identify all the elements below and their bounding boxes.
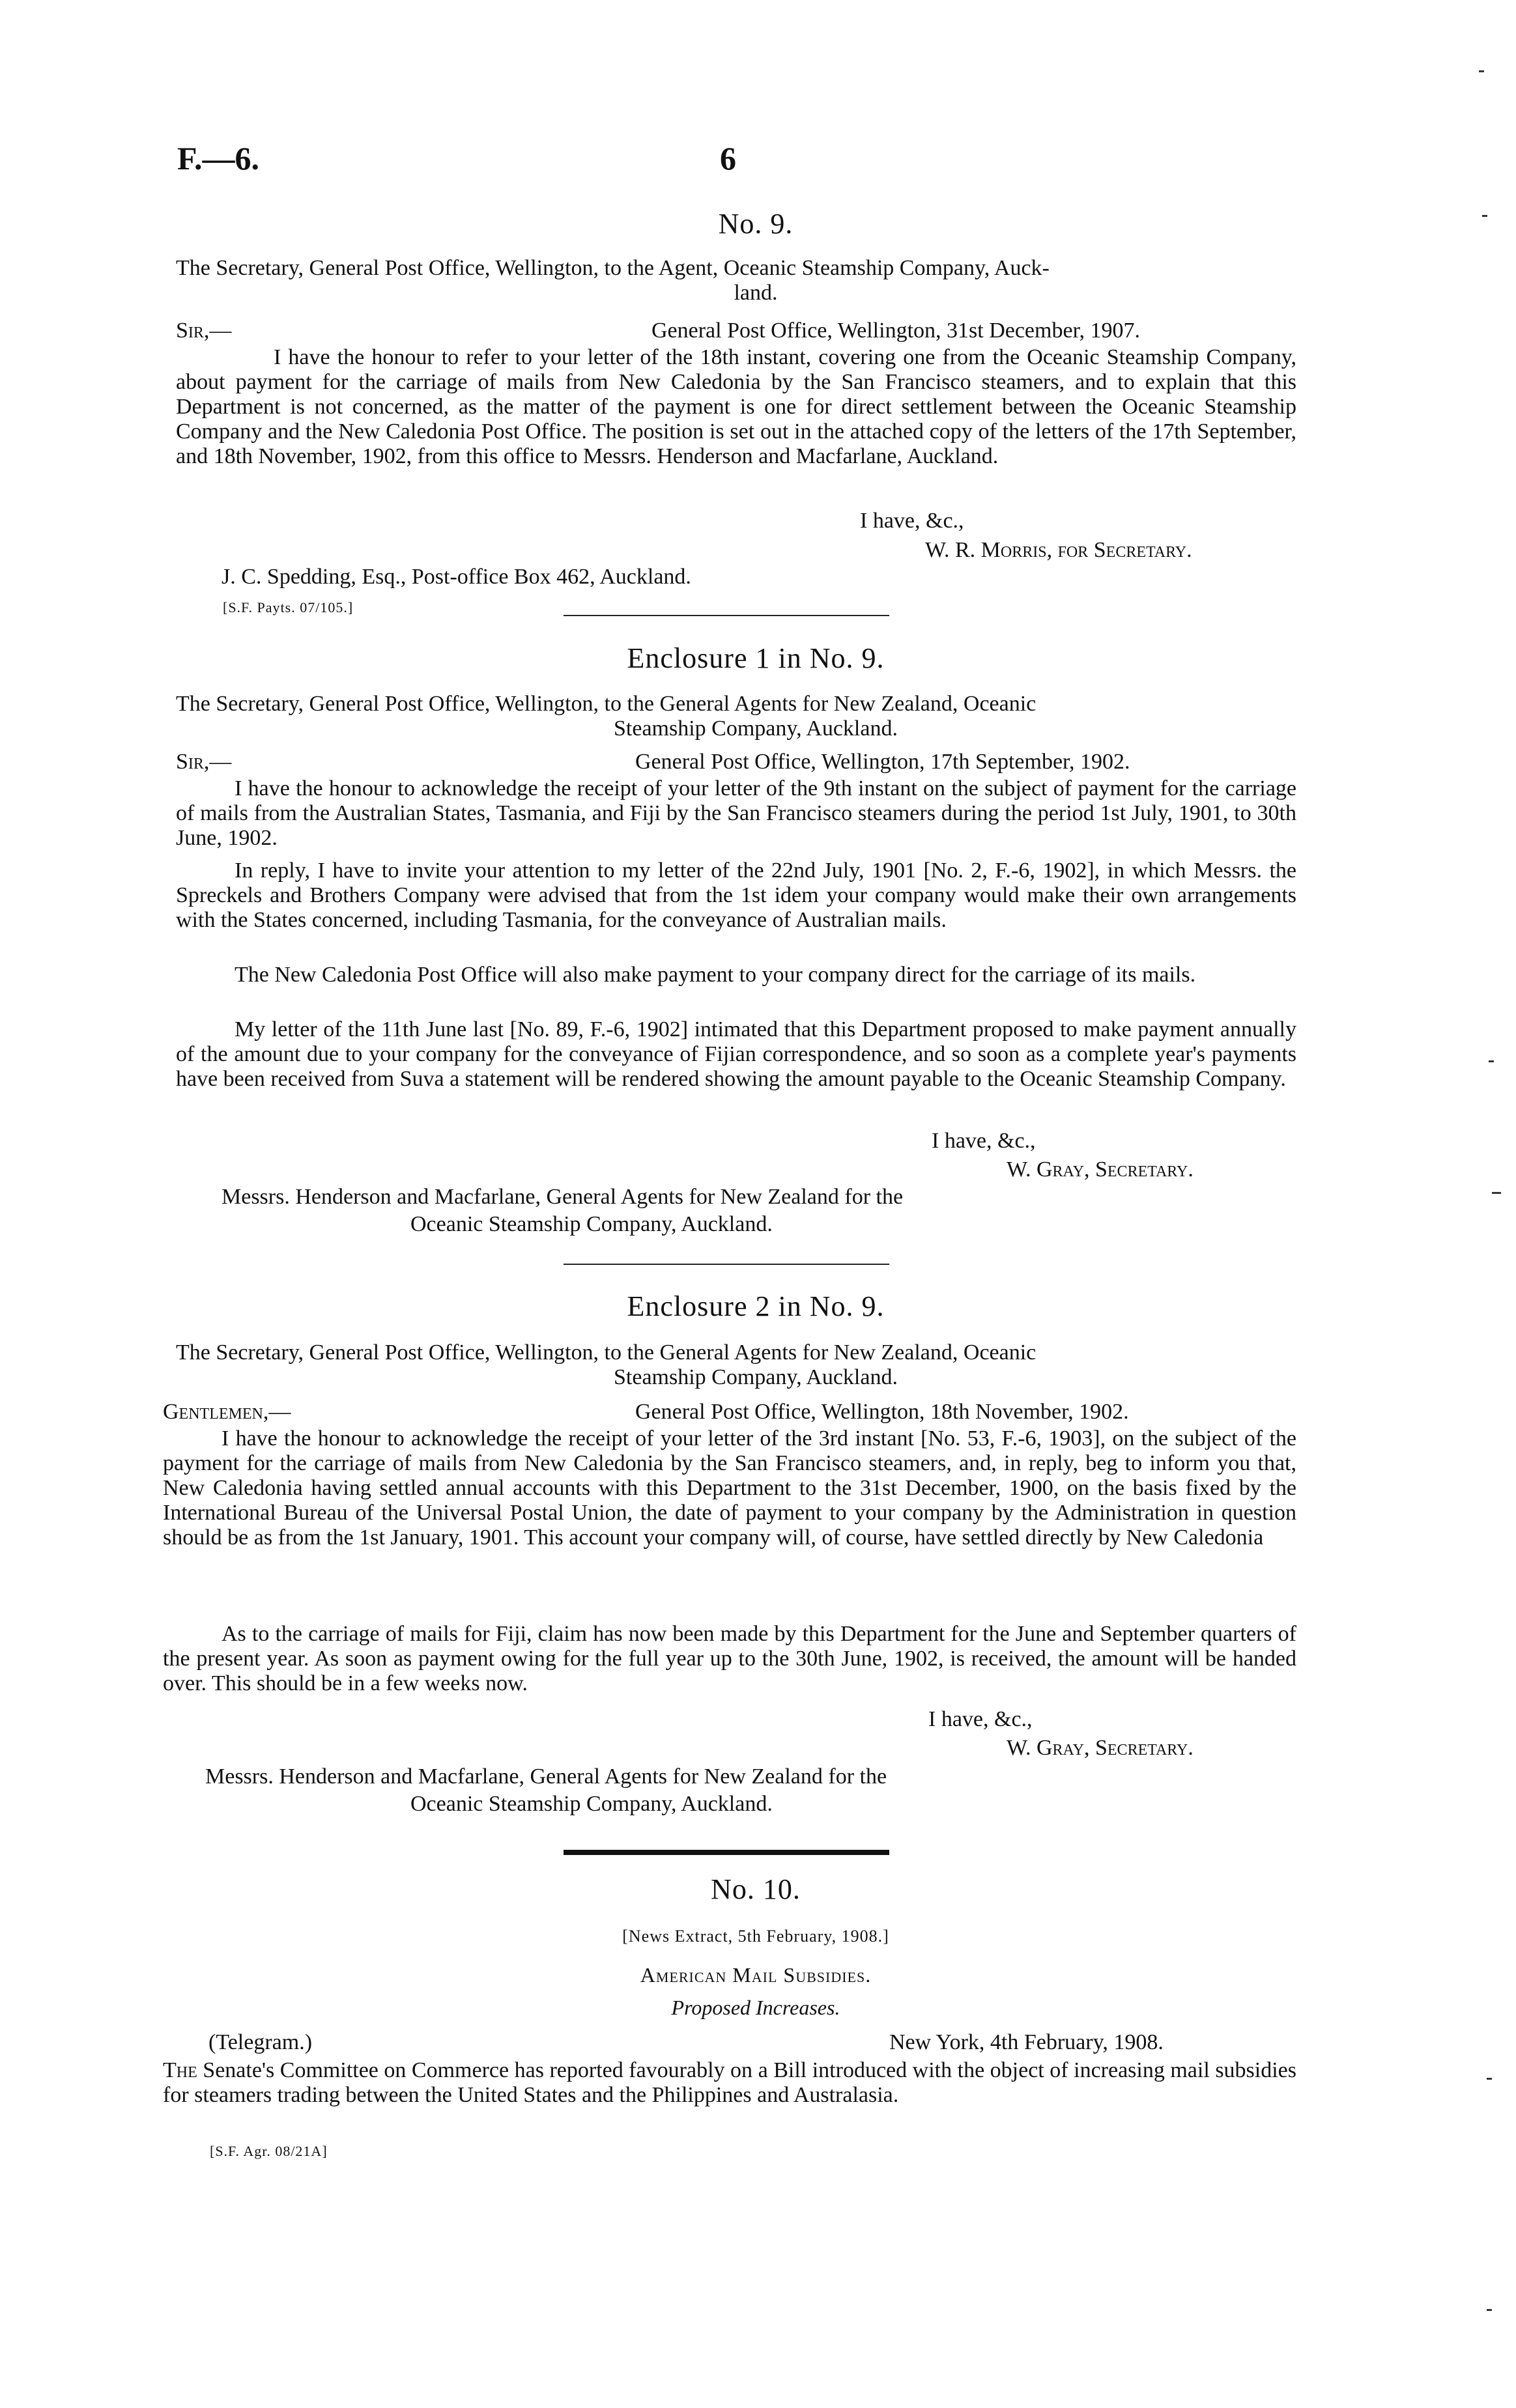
enclosure1-closing: I have, &c.,	[932, 1129, 1036, 1153]
enclosure2-paragraph-2: As to the carriage of mails for Fiji, claim has now been made by this Department for the June and September quarters of the present year. As soon as payment owing for the full year up to the 30th June, 1902, is received, the amount will be handed over. This should be in a few weeks now.	[163, 1622, 1296, 1695]
no9-closing: I have, &c.,	[860, 509, 964, 533]
margin-speck	[1482, 215, 1487, 217]
enclosure1-heading: Enclosure 1 in No. 9.	[627, 642, 885, 674]
margin-speck	[1487, 2309, 1492, 2311]
no10-telegram-label: (Telegram.)	[208, 2030, 313, 2054]
no10-subtitle: Proposed Increases.	[671, 1996, 840, 2019]
section-divider	[564, 615, 889, 616]
no10-heading: No. 10.	[711, 1873, 801, 1905]
no10-file-reference: [S.F. Agr. 08/21A]	[210, 2143, 328, 2159]
enclosure1-addressee-line1: Messrs. Henderson and Macfarlane, General Agents for New Zealand for the	[222, 1185, 904, 1209]
enclosure2-addressee-line2: Oceanic Steamship Company, Auckland.	[410, 1792, 773, 1816]
no9-title-line2: land.	[734, 281, 778, 305]
no10-title: American Mail Subsidies.	[640, 1963, 872, 1987]
enclosure1-paragraph-4: My letter of the 11th June last [No. 89, F.-6, 1902] intimated that this Department proposed to make payment annually of the amount due to your company for the conveyance of Fijian correspondence, and so soon as a complete year's payments have been received from Suva a statement will be rendered showing the amount payable to the Oceanic Steamship Company.	[176, 1017, 1296, 1091]
no10-source: [News Extract, 5th February, 1908.]	[622, 1927, 889, 1946]
enclosure2-closing: I have, &c.,	[928, 1707, 1033, 1731]
enclosure2-salutation: Gentlemen,—	[163, 1400, 291, 1424]
no9-salutation: Sir,—	[176, 319, 232, 343]
enclosure2-addressee-line1: Messrs. Henderson and Macfarlane, General Agents for New Zealand for the	[205, 1764, 887, 1789]
no9-file-reference: [S.F. Payts. 07/105.]	[223, 599, 354, 616]
enclosure2-paragraph-1: I have the honour to acknowledge the receipt of your letter of the 3rd instant [No. 53, F.-6, 1903], on the subject of the payment for the carriage of mails from New Caledonia by the San Francisco steamers, and, in reply, beg to inform you that, New Caledonia having settled annual accounts with this Department to the 31st December, 1900, on the basis fixed by the International Bureau of the Universal Postal Union, the date of payment to your company by the Administration in question should be as from the 1st January, 1901. This account your company will, of course, have settled directly by New Caledonia	[163, 1426, 1296, 1550]
margin-speck	[1487, 2078, 1492, 2080]
no10-lead-word: The	[163, 2058, 197, 2082]
enclosure1-salutation: Sir,—	[176, 750, 232, 774]
enclosure1-title-line2: Steamship Company, Auckland.	[614, 716, 898, 741]
enclosure2-heading: Enclosure 2 in No. 9.	[627, 1290, 885, 1322]
no9-place-date: General Post Office, Wellington, 31st December, 1907.	[651, 319, 1141, 343]
margin-speck	[1479, 70, 1484, 72]
enclosure1-paragraph-2: In reply, I have to invite your attention to my letter of the 22nd July, 1901 [No. 2, F.-6, 1902], in which Messrs. the Spreckels and Brothers Company were advised that from the 1st idem your company would make their own arrangements with the States concerned, including Tasmania, for the conveyance of Australian mails.	[176, 858, 1296, 932]
enclosure2-signature: W. Gray, Secretary.	[1007, 1736, 1194, 1760]
enclosure2-title-line1: The Secretary, General Post Office, Wellington, to the General Agents for New Zealand, Oceanic	[176, 1340, 1037, 1365]
margin-speck	[1489, 1060, 1494, 1062]
enclosure1-addressee-line2: Oceanic Steamship Company, Auckland.	[410, 1212, 773, 1236]
no10-body-text: Senate's Committee on Commerce has reported favourably on a Bill introduced with the object of increasing mail subsidies for steamers trading between the United States and the Philippines and Australasia.	[163, 2058, 1296, 2107]
section-divider-thick	[564, 1850, 889, 1855]
enclosure1-title-line1: The Secretary, General Post Office, Wellington, to the General Agents for New Zealand, Oceanic	[176, 692, 1037, 716]
enclosure1-place-date: General Post Office, Wellington, 17th September, 1902.	[635, 750, 1130, 774]
no9-heading: No. 9.	[718, 208, 794, 240]
enclosure1-paragraph-1: I have the honour to acknowledge the receipt of your letter of the 9th instant on the subject of payment for the carriage of mails from the Australian States, Tasmania, and Fiji by the San Francisco steamers during the period 1st July, 1901, to 30th June, 1902.	[176, 776, 1296, 850]
no9-body-paragraph: I have the honour to refer to your letter of the 18th instant, covering one from the Oceanic Steamship Company, about payment for the carriage of mails from New Caledonia by the San Francisco steamers, and to explain that this Department is not concerned, as the matter of the payment is one for direct settlement between the Oceanic Steamship Company and the New Caledonia Post Office. The position is set out in the attached copy of the letters of the 17th September, and 18th November, 1902, from this office to Messrs. Henderson and Macfarlane, Auckland.	[176, 345, 1296, 468]
no10-body-paragraph	[163, 2058, 1296, 2108]
margin-speck	[1492, 1192, 1501, 1194]
page-number: 6	[720, 140, 736, 177]
enclosure1-signature: W. Gray, Secretary.	[1007, 1157, 1194, 1182]
no9-title-line1: The Secretary, General Post Office, Wellington, to the Agent, Oceanic Steamship Company, Auck-	[176, 256, 1050, 280]
document-reference: F.—6.	[177, 140, 259, 177]
section-divider	[564, 1264, 889, 1265]
no9-addressee: J. C. Spedding, Esq., Post-office Box 462, Auckland.	[222, 565, 691, 589]
enclosure2-title-line2: Steamship Company, Auckland.	[614, 1365, 898, 1389]
no9-signature: W. R. Morris, for Secretary.	[925, 538, 1192, 562]
enclosure2-place-date: General Post Office, Wellington, 18th November, 1902.	[635, 1400, 1129, 1424]
no10-place-date: New York, 4th February, 1908.	[889, 2030, 1164, 2054]
enclosure1-paragraph-3: The New Caledonia Post Office will also make payment to your company direct for the carriage of its mails.	[235, 963, 1196, 987]
